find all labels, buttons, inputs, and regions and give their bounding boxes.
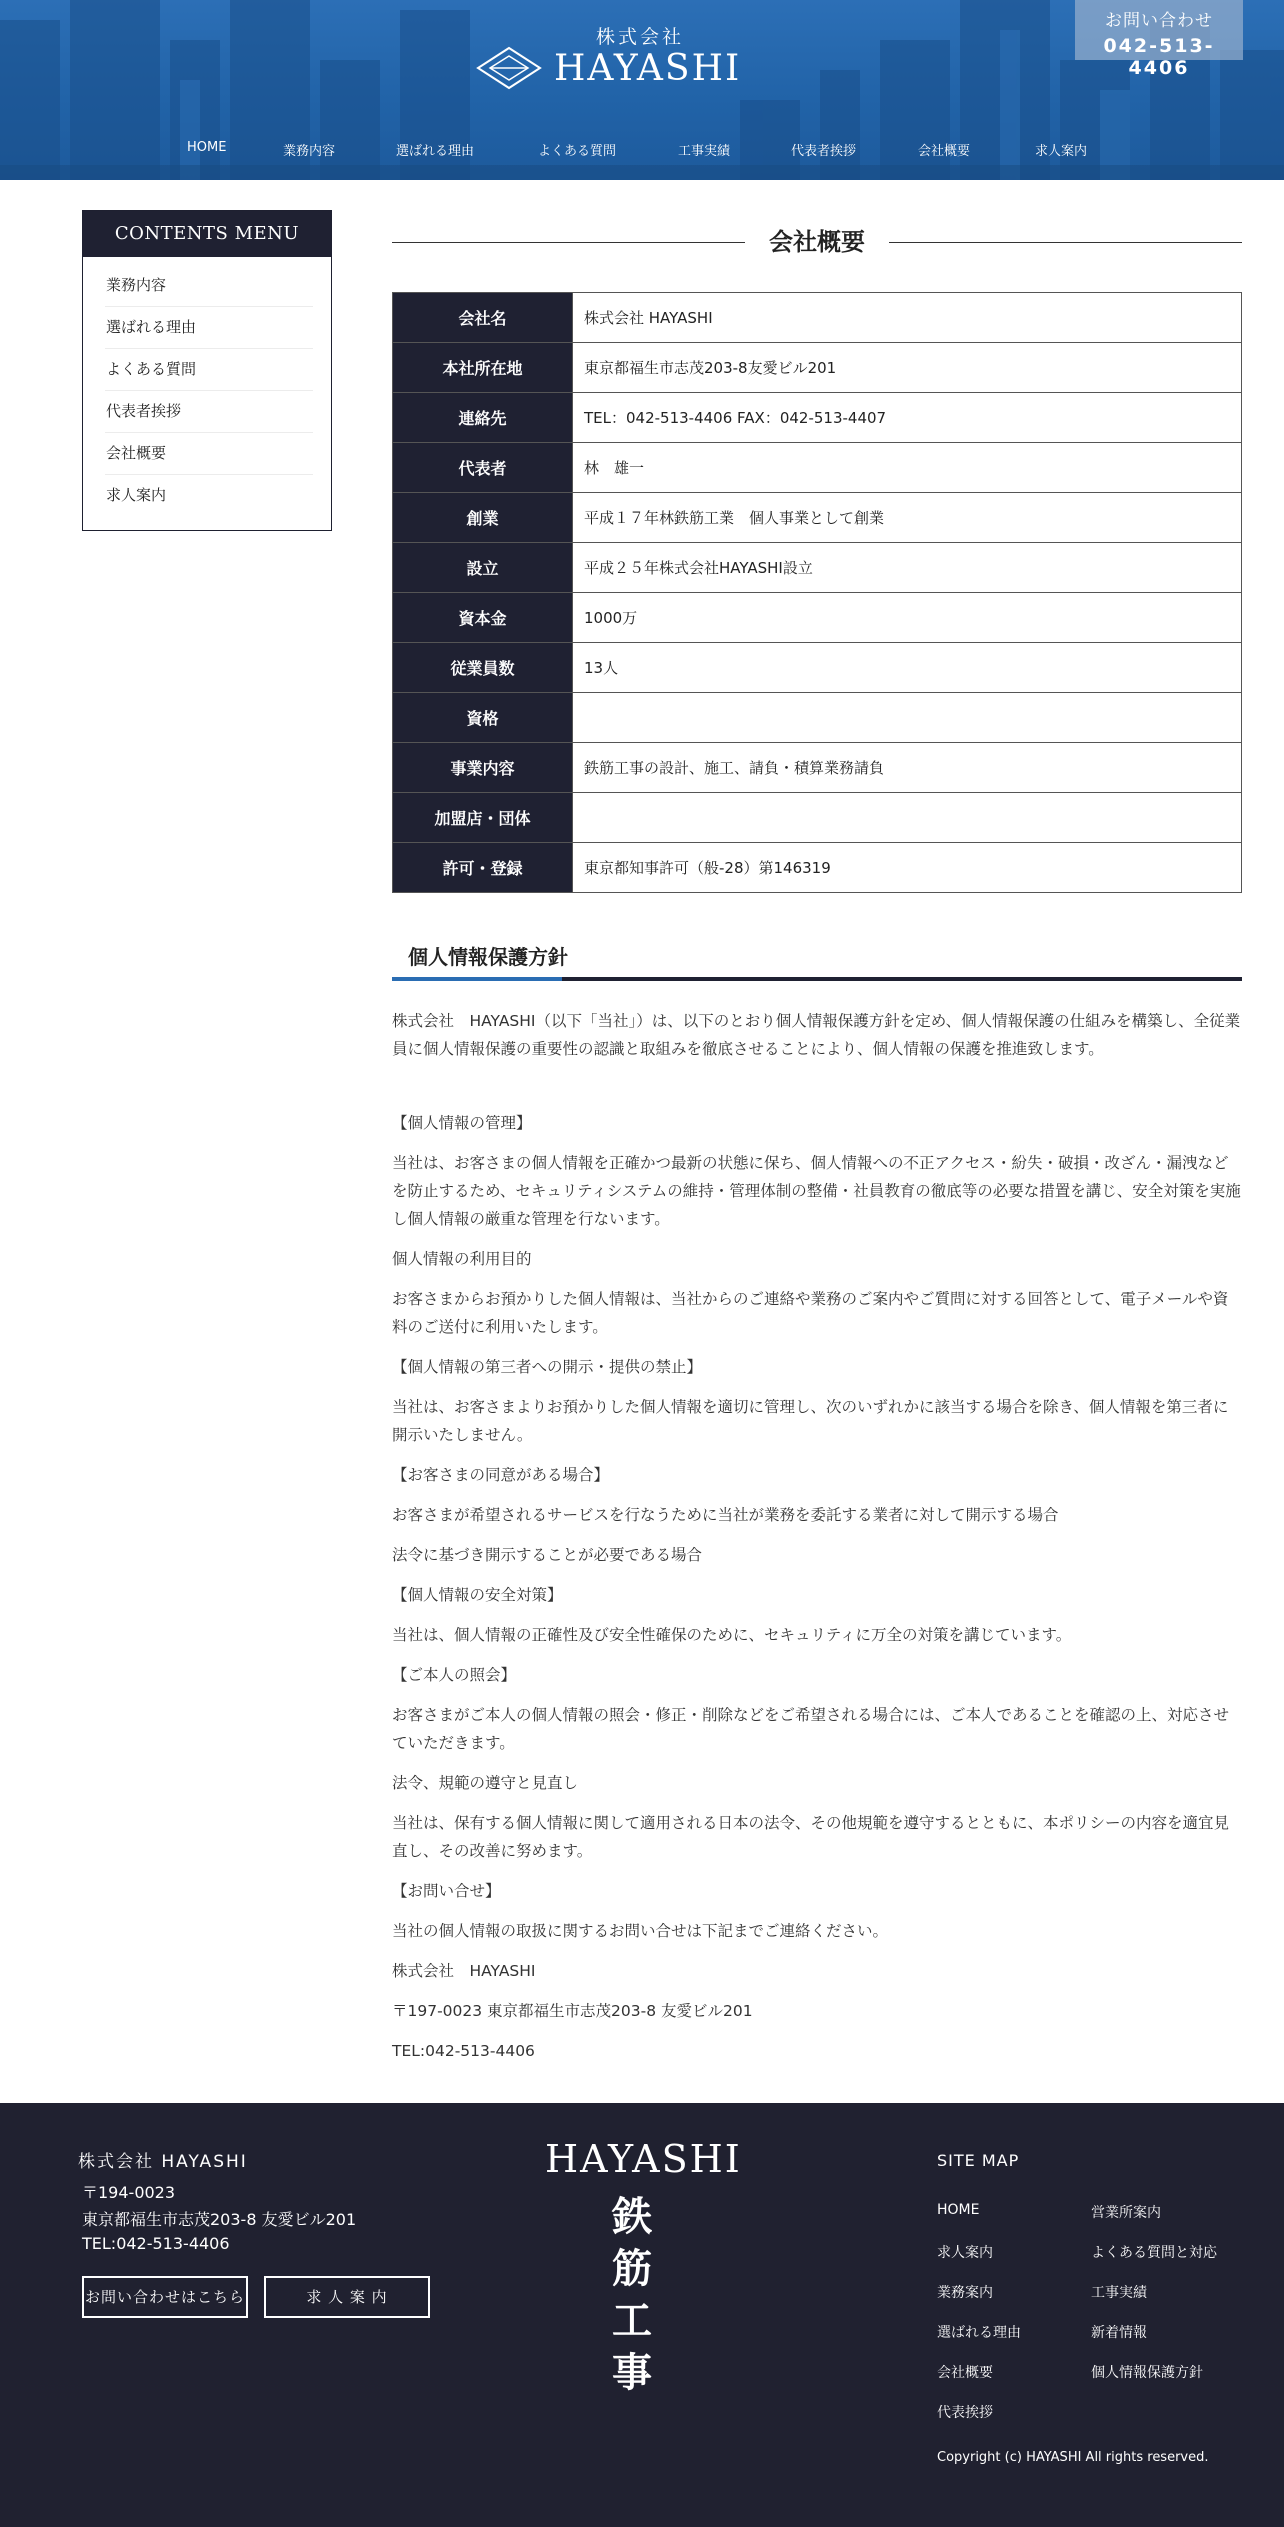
- table-row: [393, 643, 1242, 693]
- logo-name: HAYASHI: [554, 48, 742, 89]
- table-row: [393, 843, 1242, 893]
- sitemap-link-home[interactable]: HOME: [937, 2202, 980, 2218]
- table-row-value: [573, 693, 1242, 743]
- menu-item-greeting[interactable]: 代表者挨拶: [105, 391, 313, 433]
- vertical-char: 鉄: [612, 2193, 652, 2240]
- nav-recruit[interactable]: 求人案内: [1035, 144, 1088, 159]
- table-row-label: 代表者: [393, 443, 573, 493]
- page-title: [392, 220, 1242, 264]
- nav-company[interactable]: 会社概要: [918, 144, 971, 159]
- footer-recruit-button[interactable]: 求 人 案 内: [264, 2276, 430, 2318]
- privacy-paragraph: 【お問い合せ】: [392, 1882, 501, 1900]
- table-row-label: 許可・登録: [393, 843, 573, 893]
- menu-item-services[interactable]: 業務内容: [105, 265, 313, 307]
- contact-tel[interactable]: 042-513-4406: [1103, 35, 1215, 79]
- footer-logo[interactable]: HAYASHI: [545, 2137, 742, 2181]
- table-row-label: 事業内容: [393, 743, 573, 793]
- company-info-table: [392, 292, 1242, 893]
- copyright: Copyright (c) HAYASHI All rights reserved.: [937, 2450, 1209, 2465]
- vertical-char: 工: [612, 2297, 652, 2344]
- footer-vertical-text: [608, 2191, 656, 2399]
- site-logo[interactable]: [476, 20, 742, 95]
- table-row: [393, 393, 1242, 443]
- table-row-label: 創業: [393, 493, 573, 543]
- sitemap-link-privacy[interactable]: 個人情報保護方針: [1091, 2365, 1203, 2381]
- contact-label: お問い合わせ: [1105, 11, 1213, 31]
- privacy-paragraph: 当社は、お客さまの個人情報を正確かつ最新の状態に保ち、個人情報への不正アクセス・紛失・破損・改ざん・漏洩などを防止するため、セキュリティシステムの維持・管理体制の整備・社員教育の徹底等の必要な措置を講じ、安全対策を実施し個人情報の厳重な管理を行ないます。: [392, 1154, 1241, 1228]
- table-row: [393, 343, 1242, 393]
- table-row: [393, 543, 1242, 593]
- footer-company-name: 株式会社 HAYASHI: [78, 2152, 248, 2172]
- sitemap-link-works[interactable]: 工事実績: [1091, 2285, 1147, 2301]
- table-row-label: 会社名: [393, 293, 573, 343]
- table-row-value: TEL：042-513-4406 FAX：042-513-4407: [573, 393, 1242, 443]
- vertical-char: 筋: [612, 2245, 652, 2292]
- table-row-value: 東京都知事許可（般-28）第146319: [573, 843, 1242, 893]
- table-row: [393, 443, 1242, 493]
- privacy-intro: 株式会社 HAYASHI（以下「当社」）は、以下のとおり個人情報保護方針を定め、個人情報保護の仕組みを構築し、全従業員に個人情報保護の重要性の認識と取組みを徹底させることにより、個人情報の保護を推進致します。: [392, 1012, 1241, 1058]
- menu-item-recruit[interactable]: 求人案内: [106, 486, 167, 504]
- sitemap-link-recruit[interactable]: 求人案内: [937, 2245, 993, 2261]
- privacy-paragraph: 【お客さまの同意がある場合】: [392, 1466, 610, 1484]
- table-row-value: 林 雄一: [573, 443, 1242, 493]
- nav-greeting[interactable]: 代表者挨拶: [791, 144, 857, 159]
- table-row-label: 連絡先: [393, 393, 573, 443]
- sitemap-link-news[interactable]: 新着情報: [1091, 2325, 1147, 2341]
- site-header: [0, 0, 1284, 180]
- nav-works[interactable]: 工事実績: [678, 144, 731, 159]
- nav-faq[interactable]: よくある質問: [538, 144, 617, 159]
- menu-item-reasons[interactable]: 選ばれる理由: [105, 307, 313, 349]
- privacy-underline-accent: [392, 977, 562, 981]
- table-row-label: 従業員数: [393, 643, 573, 693]
- privacy-paragraph: 個人情報の利用目的: [392, 1250, 532, 1268]
- privacy-paragraph: お客さまがご本人の個人情報の照会・修正・削除などをご希望される場合には、ご本人であることを確認の上、対応させていただきます。: [392, 1706, 1230, 1752]
- table-row-value: 平成１７年林鉄筋工業 個人事業として創業: [573, 493, 1242, 543]
- main-content: [392, 220, 1242, 2065]
- sitemap-link-services[interactable]: 業務案内: [937, 2285, 993, 2301]
- table-row: [393, 293, 1242, 343]
- privacy-paragraph: TEL:042-513-4406: [392, 2042, 535, 2060]
- privacy-title: 個人情報保護方針: [408, 945, 568, 969]
- sitemap-link-company[interactable]: 会社概要: [937, 2365, 993, 2381]
- table-row-label: 設立: [393, 543, 573, 593]
- site-footer: [0, 2103, 1284, 2527]
- sitemap-title: SITE MAP: [937, 2151, 1020, 2170]
- table-row-value: 13人: [573, 643, 1242, 693]
- table-row: [393, 493, 1242, 543]
- contents-menu-title: CONTENTS MENU: [83, 211, 331, 257]
- table-row-value: 鉄筋工事の設計、施工、請負・積算業務請負: [573, 743, 1242, 793]
- sitemap-link-reasons[interactable]: 選ばれる理由: [937, 2325, 1021, 2341]
- global-nav: [0, 140, 1284, 164]
- contents-menu: [82, 210, 332, 531]
- privacy-paragraph: 法令に基づき開示することが必要である場合: [392, 1546, 703, 1564]
- privacy-paragraph: 当社は、個人情報の正確性及び安全性確保のために、セキュリティに万全の対策を講じています。: [392, 1626, 1072, 1644]
- table-row: [393, 593, 1242, 643]
- table-row: [393, 793, 1242, 843]
- privacy-paragraph: 【ご本人の照会】: [392, 1666, 517, 1684]
- logo-diamond-icon: [476, 46, 542, 90]
- sitemap-link-greeting[interactable]: 代表挨拶: [937, 2405, 993, 2421]
- logo-subtitle: 株式会社: [596, 26, 685, 48]
- sitemap-link-offices[interactable]: 営業所案内: [1091, 2205, 1161, 2221]
- privacy-paragraph: 株式会社 HAYASHI: [392, 1962, 536, 1980]
- footer-zip: 〒194-0023: [82, 2183, 176, 2202]
- privacy-paragraph: お客さまが希望されるサービスを行なうために当社が業務を委託する業者に対して開示する場合: [392, 1506, 1059, 1524]
- sitemap-link-faq[interactable]: よくある質問と対応: [1091, 2245, 1217, 2261]
- privacy-body: [392, 1109, 1242, 2065]
- privacy-paragraph: 【個人情報の管理】: [392, 1114, 532, 1132]
- privacy-paragraph: 当社は、お客さまよりお預かりした個人情報を適切に管理し、次のいずれかに該当する場合を除き、個人情報を第三者に開示いたしません。: [392, 1398, 1229, 1444]
- privacy-paragraph: 当社の個人情報の取扱に関するお問い合せは下記までご連絡ください。: [392, 1922, 889, 1940]
- footer-contact-button[interactable]: お問い合わせはこちら: [82, 2276, 248, 2318]
- footer-tel: TEL:042-513-4406: [82, 2234, 230, 2253]
- privacy-paragraph: 当社は、保有する個人情報に関して適用される日本の法令、その他規範を遵守するとともに、本ポリシーの内容を適宜見直し、その改善に努めます。: [392, 1814, 1230, 1860]
- table-row-label: 資本金: [393, 593, 573, 643]
- table-row-value: 株式会社 HAYASHI: [573, 293, 1242, 343]
- contents-menu-list: [83, 257, 331, 517]
- menu-item-faq[interactable]: よくある質問: [105, 349, 313, 391]
- nav-reasons[interactable]: 選ばれる理由: [396, 144, 475, 159]
- menu-item-company[interactable]: 会社概要: [105, 433, 313, 475]
- table-row-label: 資格: [393, 693, 573, 743]
- table-row: [393, 693, 1242, 743]
- privacy-paragraph: 〒197-0023 東京都福生市志茂203-8 友愛ビル201: [392, 2002, 753, 2020]
- table-row-value: [573, 793, 1242, 843]
- table-row-value: 1000万: [573, 593, 1242, 643]
- table-row-label: 本社所在地: [393, 343, 573, 393]
- header-contact-box[interactable]: [1075, 0, 1243, 79]
- page-title-text: 会社概要: [745, 228, 889, 256]
- nav-home[interactable]: HOME: [187, 140, 227, 155]
- table-row-value: 東京都福生市志茂203-8友愛ビル201: [573, 343, 1242, 393]
- table-row-label: 加盟店・団体: [393, 793, 573, 843]
- privacy-paragraph: 【個人情報の安全対策】: [392, 1586, 563, 1604]
- footer-address: 東京都福生市志茂203-8 友愛ビル201: [82, 2210, 357, 2229]
- privacy-paragraph: 法令、規範の遵守と見直し: [392, 1774, 579, 1792]
- privacy-paragraph: お客さまからお預かりした個人情報は、当社からのご連絡や業務のご案内やご質問に対する回答として、電子メールや資料のご送付に利用いたします。: [392, 1290, 1229, 1336]
- table-row-value: 平成２５年株式会社HAYASHI設立: [573, 543, 1242, 593]
- privacy-heading: [392, 931, 1242, 981]
- table-row: [393, 743, 1242, 793]
- nav-services[interactable]: 業務内容: [283, 144, 336, 159]
- privacy-paragraph: 【個人情報の第三者への開示・提供の禁止】: [392, 1358, 703, 1376]
- vertical-char: 事: [612, 2349, 652, 2396]
